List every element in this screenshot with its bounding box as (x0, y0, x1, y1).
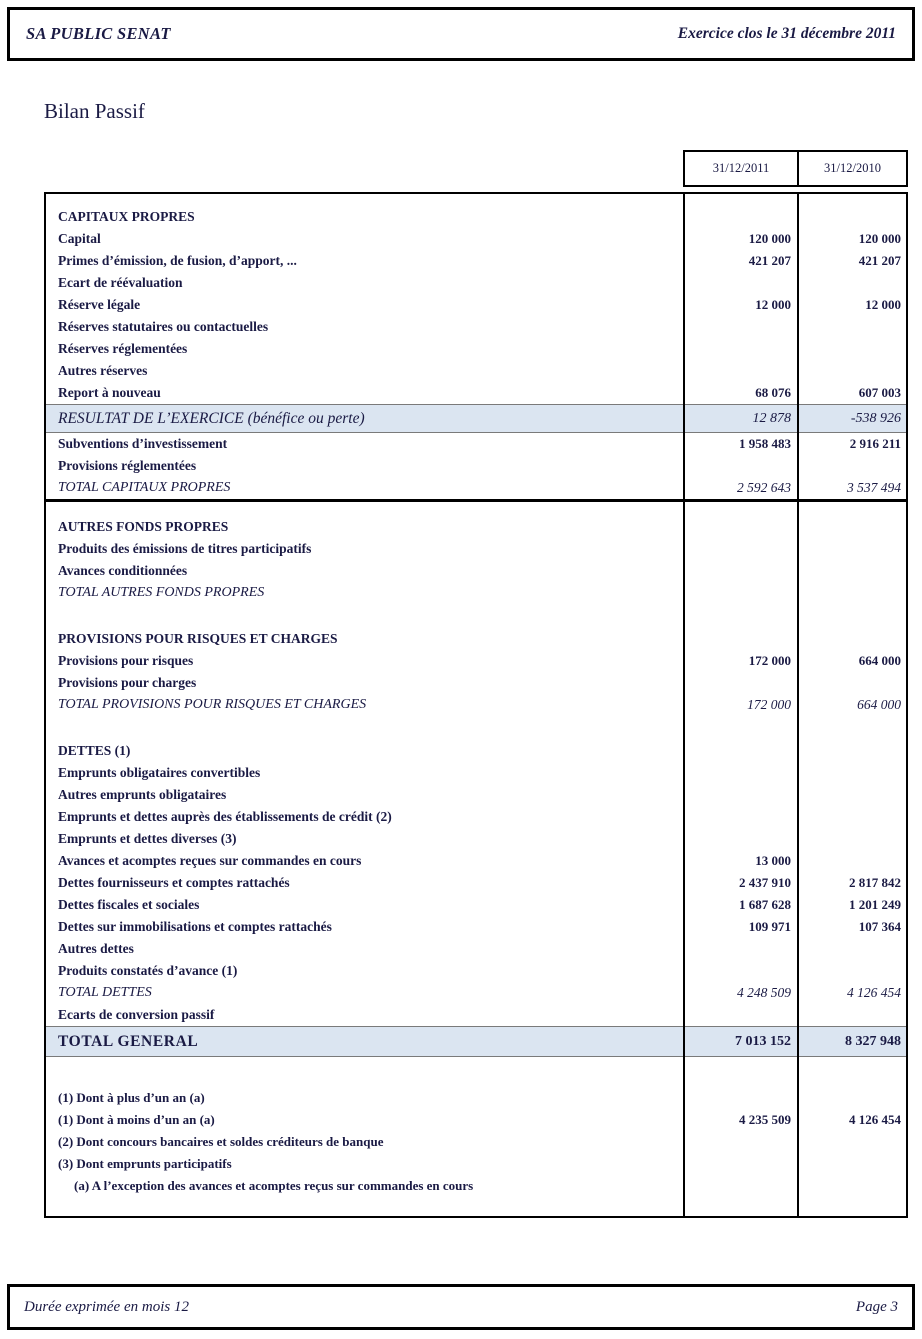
date-column-header (683, 150, 908, 187)
row-label: Ecarts de conversion passif (58, 1007, 215, 1022)
table-row (46, 538, 906, 560)
row-label: Provisions pour risques (58, 653, 194, 668)
table-row (46, 582, 906, 604)
exercise-close-label: Exercice clos le 31 décembre 2011 (677, 25, 896, 42)
table-row (46, 694, 906, 716)
section-gap (46, 194, 906, 206)
duration-label: Durée exprimée en mois 12 (24, 1298, 189, 1315)
value-2011: 421 207 (748, 253, 791, 268)
table-row (46, 338, 906, 360)
table-row (46, 938, 906, 960)
column-header-2011: 31/12/2011 (712, 161, 770, 175)
value-2010: 421 207 (858, 253, 901, 268)
table-row (46, 960, 906, 982)
value-2011: 1 687 628 (739, 897, 791, 912)
row-label: TOTAL GENERAL (58, 1032, 199, 1050)
value-2011: 2 592 643 (737, 480, 791, 495)
row-label: Emprunts et dettes auprès des établissements de crédit (2) (58, 809, 392, 824)
value-2010: 2 817 842 (849, 875, 901, 890)
row-label: (3) Dont emprunts participatifs (58, 1156, 232, 1171)
table-row (46, 404, 906, 433)
value-2011: 12 878 (752, 410, 791, 426)
row-label: DETTES (1) (58, 743, 131, 758)
row-label: CAPITAUX PROPRES (58, 209, 195, 224)
table-row (46, 762, 906, 784)
column-separator (797, 194, 799, 1216)
row-label: Produits des émissions de titres participatifs (58, 541, 312, 556)
table-row (46, 650, 906, 672)
footer-bar (7, 1284, 915, 1330)
table-row (46, 250, 906, 272)
table-row (46, 1026, 906, 1057)
table-row (46, 1004, 906, 1026)
value-2011: 120 000 (748, 231, 791, 246)
page-number: Page 3 (855, 1298, 898, 1315)
table-row (46, 872, 906, 894)
row-label: Produits constatés d’avance (1) (58, 963, 238, 978)
table-row (46, 1109, 906, 1131)
table-row (46, 294, 906, 316)
page-title: Bilan Passif (44, 99, 145, 123)
table-row (46, 316, 906, 338)
row-label: Autres dettes (58, 941, 134, 956)
value-2011: 13 000 (755, 853, 791, 868)
table-row (46, 516, 906, 538)
value-2011: 1 958 483 (739, 436, 791, 451)
table-row (46, 740, 906, 762)
table-row (46, 360, 906, 382)
table-row (46, 382, 906, 404)
value-2010: 2 916 211 (849, 436, 901, 451)
table-row (46, 828, 906, 850)
value-2011: 12 000 (755, 297, 791, 312)
table-row (46, 1175, 906, 1197)
row-label: RESULTAT DE L’EXERCICE (bénéfice ou perte) (58, 409, 365, 427)
row-label: PROVISIONS POUR RISQUES ET CHARGES (58, 631, 338, 646)
table-row (46, 1131, 906, 1153)
row-label: Emprunts et dettes diverses (3) (58, 831, 237, 846)
row-label: (2) Dont concours bancaires et soldes créditeurs de banque (58, 1134, 384, 1149)
table-row (46, 1153, 906, 1175)
table-row (46, 806, 906, 828)
column-separator (683, 194, 685, 1216)
table-row (46, 206, 906, 228)
value-2010: 120 000 (858, 231, 901, 246)
row-label: Avances conditionnées (58, 563, 188, 578)
row-label: Primes d’émission, de fusion, d’apport, ... (58, 253, 297, 268)
row-label: Ecart de réévaluation (58, 275, 183, 290)
table-row (46, 894, 906, 916)
row-label: Provisions pour charges (58, 675, 197, 690)
table-row (46, 850, 906, 872)
rows-container (46, 194, 906, 1197)
row-label: Autres réserves (58, 363, 148, 378)
row-label: Autres emprunts obligataires (58, 787, 227, 802)
value-2010: -538 926 (850, 410, 901, 426)
value-2010: 4 126 454 (849, 1112, 901, 1127)
row-label: Subventions d’investissement (58, 436, 228, 451)
table-row (46, 672, 906, 694)
top-banner (7, 7, 915, 61)
row-label: AUTRES FONDS PROPRES (58, 519, 229, 534)
row-label: TOTAL CAPITAUX PROPRES (58, 480, 231, 495)
row-label: Réserves réglementées (58, 341, 188, 356)
table-row (46, 560, 906, 582)
table-row (46, 628, 906, 650)
value-2011: 68 076 (755, 385, 791, 400)
section-gap (46, 604, 906, 628)
row-label: Réserves statutaires ou contactuelles (58, 319, 269, 334)
row-label: TOTAL PROVISIONS POUR RISQUES ET CHARGES (58, 697, 367, 712)
row-label: (a) A l’exception des avances et acomptes reçus sur commandes en cours (74, 1178, 474, 1193)
row-label: Avances et acomptes reçues sur commandes en cours (58, 853, 362, 868)
row-label: Report à nouveau (58, 385, 161, 400)
value-2011: 172 000 (748, 653, 791, 668)
value-2010: 664 000 (858, 653, 901, 668)
company-name: SA PUBLIC SENAT (26, 24, 171, 43)
section-gap (46, 502, 906, 516)
table-row (46, 455, 906, 477)
row-label: (1) Dont à plus d’un an (a) (58, 1090, 205, 1105)
table-row (46, 784, 906, 806)
section-gap (46, 1057, 906, 1087)
value-2011: 4 235 509 (739, 1112, 791, 1127)
row-label: Capital (58, 231, 101, 246)
row-label: TOTAL AUTRES FONDS PROPRES (58, 585, 265, 600)
section-gap (46, 716, 906, 740)
value-2011: 172 000 (747, 697, 791, 712)
row-label: Provisions réglementées (58, 458, 197, 473)
value-2010: 8 327 948 (845, 1033, 901, 1049)
row-label: Dettes fiscales et sociales (58, 897, 200, 912)
value-2010: 12 000 (865, 297, 901, 312)
value-2011: 4 248 509 (737, 985, 791, 1000)
table-row (46, 982, 906, 1004)
table-row (46, 433, 906, 455)
value-2010: 607 003 (858, 385, 901, 400)
value-2010: 107 364 (858, 919, 901, 934)
value-2010: 4 126 454 (847, 985, 901, 1000)
table-row (46, 1087, 906, 1109)
table-row (46, 272, 906, 294)
value-2011: 2 437 910 (739, 875, 791, 890)
table-row (46, 228, 906, 250)
row-label: (1) Dont à moins d’un an (a) (58, 1112, 215, 1127)
value-2011: 109 971 (748, 919, 791, 934)
row-label: Dettes fournisseurs et comptes rattachés (58, 875, 290, 890)
value-2010: 3 537 494 (847, 480, 901, 495)
row-label: TOTAL DETTES (58, 985, 152, 1000)
column-header-2010: 31/12/2010 (797, 152, 906, 185)
balance-sheet-table (44, 192, 908, 1218)
table-row (46, 477, 906, 499)
value-2010: 1 201 249 (849, 897, 901, 912)
value-2011: 7 013 152 (735, 1033, 791, 1049)
value-2010: 664 000 (857, 697, 901, 712)
row-label: Emprunts obligataires convertibles (58, 765, 261, 780)
row-label: Réserve légale (58, 297, 141, 312)
row-label: Dettes sur immobilisations et comptes rattachés (58, 919, 332, 934)
table-row (46, 916, 906, 938)
